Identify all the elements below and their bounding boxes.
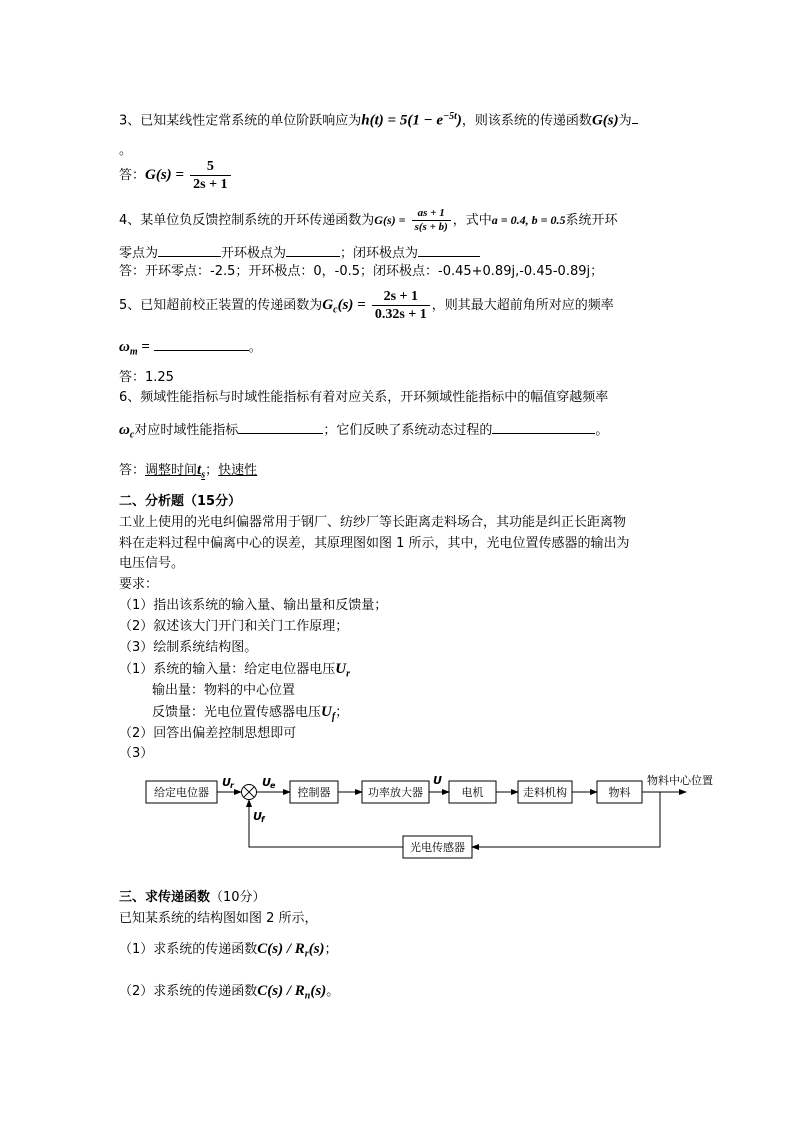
svg-text:e: e: [270, 781, 276, 790]
sec3-q1: （1）求系统的传递函数$C(s) / R_r(s)$；: [119, 941, 338, 960]
sec3-q2: （2）求系统的传递函数$C(s) / R_n(s)$。: [119, 983, 340, 1002]
q3-answer-label: 答：: [119, 168, 146, 183]
q3-text-b: ，则该系统的传递函数: [461, 113, 592, 129]
q3-answer-lhs: G(s) =: [145, 167, 184, 183]
q6-line1: 6、频域性能指标与时域性能指标有着对应关系，开环频域性能指标中的幅值穿越频率: [119, 390, 609, 405]
section-3-title: 三、求传递函数（10分）: [119, 890, 266, 905]
label-material: 物料: [608, 786, 631, 799]
q6-answer: 答：调整时间$t_s$；快速性: [119, 462, 258, 481]
q5-lhs: G: [322, 297, 334, 313]
q5-answer: 答：1.25: [119, 370, 174, 385]
sec2-para-2: 料在走料过程中偏离中心的误差，其原理图如图 1 所示，其中，光电位置传感器的输出为: [119, 536, 630, 551]
label-controller: 控制器: [297, 786, 331, 799]
label-photo-sensor: 光电传感器: [410, 841, 465, 854]
q6-answer-1: 调整时间: [145, 463, 198, 478]
svg-text:r: r: [230, 781, 234, 790]
q6-line2: $\omega_c$对应时域性能指标 ；它们反映了系统动态过程的 。: [119, 422, 609, 441]
label-output: 物料中心位置: [647, 774, 713, 787]
label-power-amplifier: 功率放大器: [368, 786, 423, 799]
q3-formula-close: ): [456, 112, 462, 129]
section-2-title: 二、分析题（15分）: [119, 494, 242, 509]
sec2-answer-feedback: 反馈量：光电位置传感器电压$U_f$；: [152, 704, 349, 723]
q5-line: 5、已知超前校正装置的传递函数为$G_c(s)$ = $\frac{2s + 1}{0.32s + 1}$ ，则其最大超前角所对应的频率: [119, 289, 614, 322]
q3-period: 。: [119, 143, 133, 158]
sec2-para-3: 电压信号。: [119, 556, 185, 571]
q4-answer: 答：开环零点：-2.5；开环极点：0，-0.5；闭环极点：-0.45+0.89j,-0.45-0.89j；: [119, 264, 604, 279]
q4-params: a = 0.4, b = 0.5: [491, 213, 566, 227]
q6-answer-2: 快速性: [218, 463, 258, 478]
q3-answer-fraction: $\frac{5}{2s + 1}$: [190, 158, 230, 193]
sec3-intro: 已知某系统的结构图如图 2 所示，: [119, 911, 318, 926]
sec2-req-3: （3）绘制系统结构图。: [119, 640, 258, 655]
q3-text: 3、已知某线性定常系统的单位阶跃响应为: [119, 113, 362, 129]
sec2-answer-3: （3）: [119, 746, 154, 761]
q4-fraction: $\frac{as + 1}{s(s + b)}$: [412, 207, 451, 234]
q4-lhs: G(s) =: [374, 213, 406, 227]
signal-ur: U: [222, 776, 231, 789]
label-motor: 电机: [461, 786, 484, 799]
label-feed-mechanism: 走料机构: [523, 786, 567, 799]
label-reference-potentiometer: 给定电位器: [154, 786, 209, 799]
sec2-answer-1: （1）系统的输入量：给定电位器电压$U_r$: [119, 661, 351, 680]
q5-fraction: $\frac{2s + 1}{0.32s + 1}$: [372, 288, 430, 323]
q3-formula: h(t) = 5(1 − e: [361, 112, 444, 129]
sec2-answer-2: （2）回答出偏差控制思想即可: [119, 726, 297, 741]
q4-line: 4、某单位负反馈控制系统的开环传递函数为G(s) = $\frac{as + 1}{s(s + b)}$ ，式中a = 0.4, b = 0.5系统开环: [119, 207, 618, 233]
svg-text:f: f: [261, 815, 265, 824]
signal-uf: U: [253, 810, 262, 823]
sec2-answer-output: 输出量：物料的中心位置: [152, 683, 296, 698]
sec2-req-1: （1）指出该系统的输入量、输出量和反馈量；: [119, 598, 388, 613]
sec2-req-2: （2）叙述该大门开门和关门工作原理；: [119, 619, 349, 634]
signal-u: U: [433, 774, 442, 787]
q4-line2: 零点为 开环极点为 ；闭环极点为: [119, 243, 480, 263]
sec2-para-1: 工业上使用的光电纠偏器常用于钢厂、纺纱厂等长距离走料场合，其功能是纠正长距离物: [119, 515, 627, 530]
q3-gs: G(s): [591, 112, 619, 129]
q3-text-c: 为: [618, 113, 632, 129]
signal-ue: U: [262, 776, 271, 789]
q3-formula-exp: −5t: [443, 111, 457, 122]
sec2-requirements: 要求：: [119, 577, 159, 592]
q5-line2: $\omega_m$ = 。: [119, 339, 262, 358]
